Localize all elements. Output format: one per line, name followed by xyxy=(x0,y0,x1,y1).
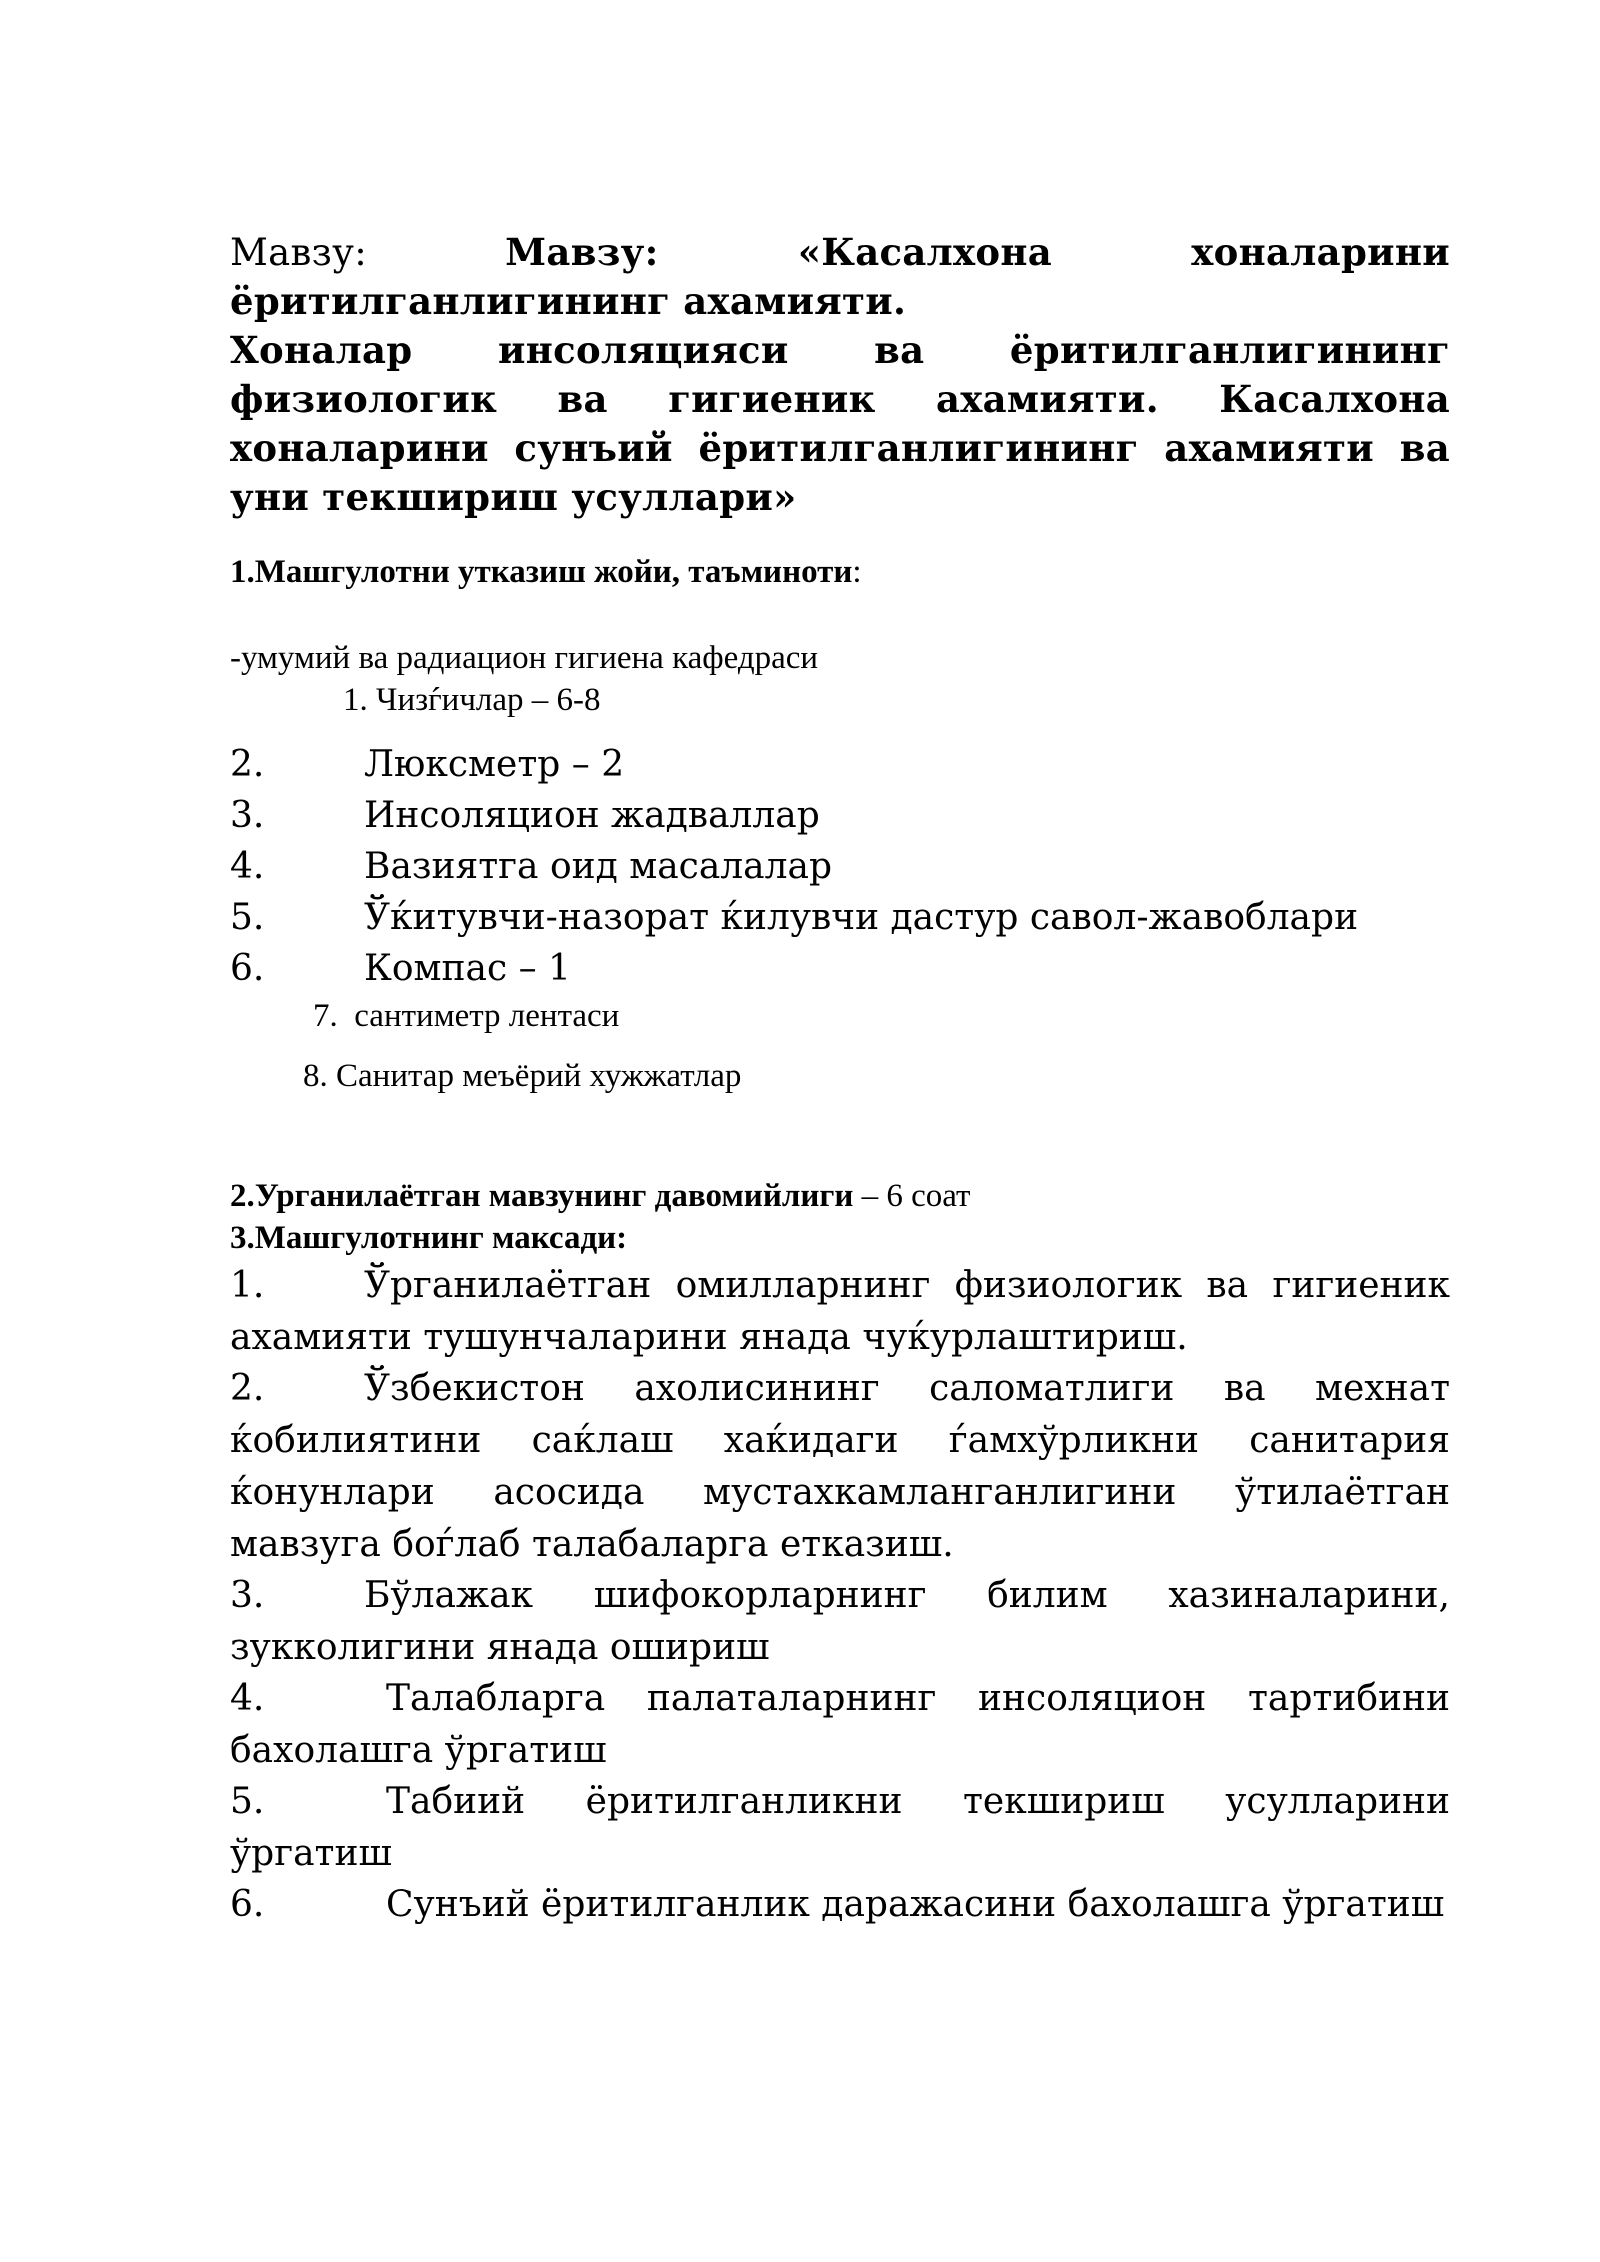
goal-item-3: 3. Бўлажак шифокорларнинг билим хазиналарини, зукколигини янада ошириш xyxy=(230,1575,1450,1668)
equipment-item-3: 3. Инсоляцион жадваллар xyxy=(230,795,820,836)
equipment-item-4: 4. Вазиятга оид масалалар xyxy=(230,846,833,887)
equipment-item-6: 6. Компас – 1 xyxy=(230,948,571,989)
goal-item-1: 1. Ўрганилаётган омилларнинг физиологик ва гигиеник ахамияти тушунчаларини янада чуќурлаштириш. xyxy=(230,1265,1450,1358)
goal-item-6: 6. Сунъий ёритилганлик даражасини бахолашга ўргатиш xyxy=(230,1884,1445,1925)
section2-duration: – 6 соат xyxy=(853,1178,971,1214)
equipment-item-8: 8. Санитар меъёрий хужжатлар xyxy=(303,1058,742,1094)
section2-line xyxy=(230,1176,970,1216)
topic-bold-continuation: Хоналар инсоляцияси ва ёритилганлигининг физиологик ва гигиеник ахамияти. Касалхона хоналарини сунъий ёритилганлигининг ахамияти ва уни текшириш усуллари» xyxy=(230,328,1450,519)
topic-title xyxy=(230,228,1450,522)
section1-colon: : xyxy=(852,554,862,590)
goal-item-2: 2. Ўзбекистон ахолисининг саломатлиги ва мехнат ќобилиятини саќлаш хаќидаги ѓамхўрликни санитария ќонунлари асосида мустахкамланганлигини ўтилаётган мавзуга боѓлаб талабаларга етказиш. xyxy=(230,1368,1450,1565)
equipment-item-2: 2. Люксметр – 2 xyxy=(230,744,625,785)
department-line: -умумий ва радиацион гигиена кафедраси xyxy=(230,640,819,676)
topic-bold-line: Мавзу: «Касалхона хоналарини ёритилганлигининг ахамияти. xyxy=(230,230,1450,323)
equipment-item-7: 7. сантиметр лентаси xyxy=(313,998,620,1034)
topic-prefix: Мавзу: xyxy=(230,231,506,274)
section2-heading: 2.Урганилаётган мавзунинг давомийлиги xyxy=(230,1178,854,1214)
section3-heading: 3.Машгулотнинг максади: xyxy=(230,1220,628,1256)
equipment-item-5: 5. Ўќитувчи-назорат ќилувчи дастур савол-жавоблари xyxy=(230,897,1359,938)
goal-item-5: 5. Табиий ёритилганликни текшириш усулларини ўргатиш xyxy=(230,1781,1450,1874)
section1-heading-line xyxy=(230,552,862,592)
equipment-item-1: 1. Чизѓичлар – 6-8 xyxy=(343,682,601,718)
section1-heading: 1.Машгулотни утказиш жойи, таъминоти xyxy=(230,554,853,590)
goal-item-4: 4. Талабларга палаталарнинг инсоляцион тартибини бахолашга ўргатиш xyxy=(230,1678,1450,1771)
